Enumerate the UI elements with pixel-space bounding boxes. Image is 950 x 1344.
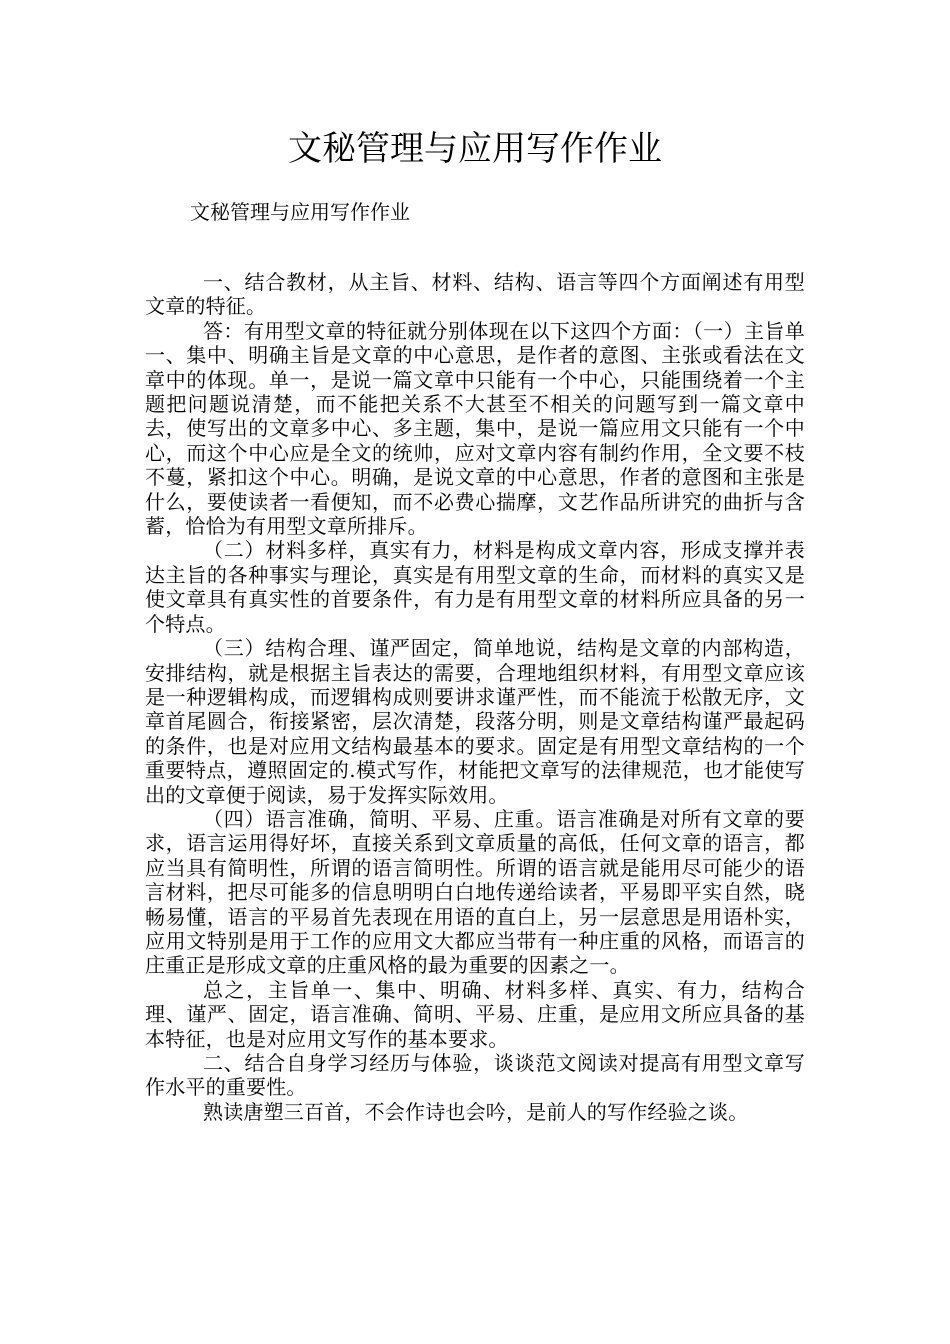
document-subtitle: 文秘管理与应用写作作业 [190,200,410,224]
language-paragraph: （四）语言准确，简明、平易、庄重。语言准确是对所有文章的要求，语言运用得好坏，直接关系到文章质量的高低，任何文章的语言，都应当具有简明性，所谓的语言简明性。所谓的语言就是能用尽可能少的语言材料，把尽可能多的信息明明白白地传递给读者，平易即平实自然，晓畅易懂，语言的平易首先表现在用语的直白上，另一层意思是用语朴实，应用文特别是用于工作的应用文大都应当带有一种庄重的风格，而语言的庄重正是形成文章的庄重风格的最为重要的因素之一。 [145,806,805,978]
reading-paragraph: 熟读唐塑三百首，不会作诗也会吟，是前人的写作经验之谈。 [203,1099,749,1124]
answer-intro-paragraph: 答：有用型文章的特征就分别体现在以下这四个方面：（一）主旨单一、集中、明确主旨是文章的中心意思，是作者的意图、主张或看法在文章中的体现。单一，是说一篇文章中只能有一个中心，只能围绕着一个主题把问题说清楚，而不能把关系不大甚至不相关的问题写到一篇文章中去，使写出的文章多中心、多主题，集中，是说一篇应用文只能有一个中心，而这个中心应是全文的统帅，应对文章内容有制约作用，全文要不枝不蔓，紧扣这个中心。明确，是说文章的中心意思，作者的意图和主张是什么，要使读者一看便知，而不必费心揣摩，文艺作品所讲究的曲折与含蓄，恰恰为有用型文章所排斥。 [145,318,805,539]
question-1-paragraph: 一、结合教材，从主旨、材料、结构、语言等四个方面阐述有用型文章的特征。 [145,270,805,319]
materials-paragraph: （二）材料多样，真实有力，材料是构成文章内容，形成支撑并表达主旨的各种事实与理论，真实是有用型文章的生命，而材料的真实又是使文章具有真实性的首要条件，有力是有用型文章的材料所应具备的另一个特点。 [145,538,805,636]
document-title: 文秘管理与应用写作作业 [288,129,662,169]
summary-paragraph: 总之，主旨单一、集中、明确、材料多样、真实、有力，结构合理、谨严、固定，语言准确、简明、平易、庄重，是应用文所应具备的基本特征，也是对应用文写作的基本要求。 [145,977,805,1051]
structure-paragraph: （三）结构合理、谨严固定，简单地说，结构是文章的内部构造，安排结构，就是根据主旨表达的需要，合理地组织材料，有用型文章应该是一种逻辑构成，而逻辑构成则要讲求谨严性，而不能流于松散无序，文章首尾圆合，衔接紧密，层次清楚，段落分明，则是文章结构谨严最起码的条件，也是对应用文结构最基本的要求。固定是有用型文章结构的一个重要特点，遵照固定的.模式写作，材能把文章写的法律规范，也才能使写出的文章便于阅读，易于发挥实际效用。 [145,636,805,807]
document-body [145,270,805,1124]
question-2-paragraph: 二、结合自身学习经历与体验，谈谈范文阅读对提高有用型文章写作水平的重要性。 [145,1051,805,1100]
